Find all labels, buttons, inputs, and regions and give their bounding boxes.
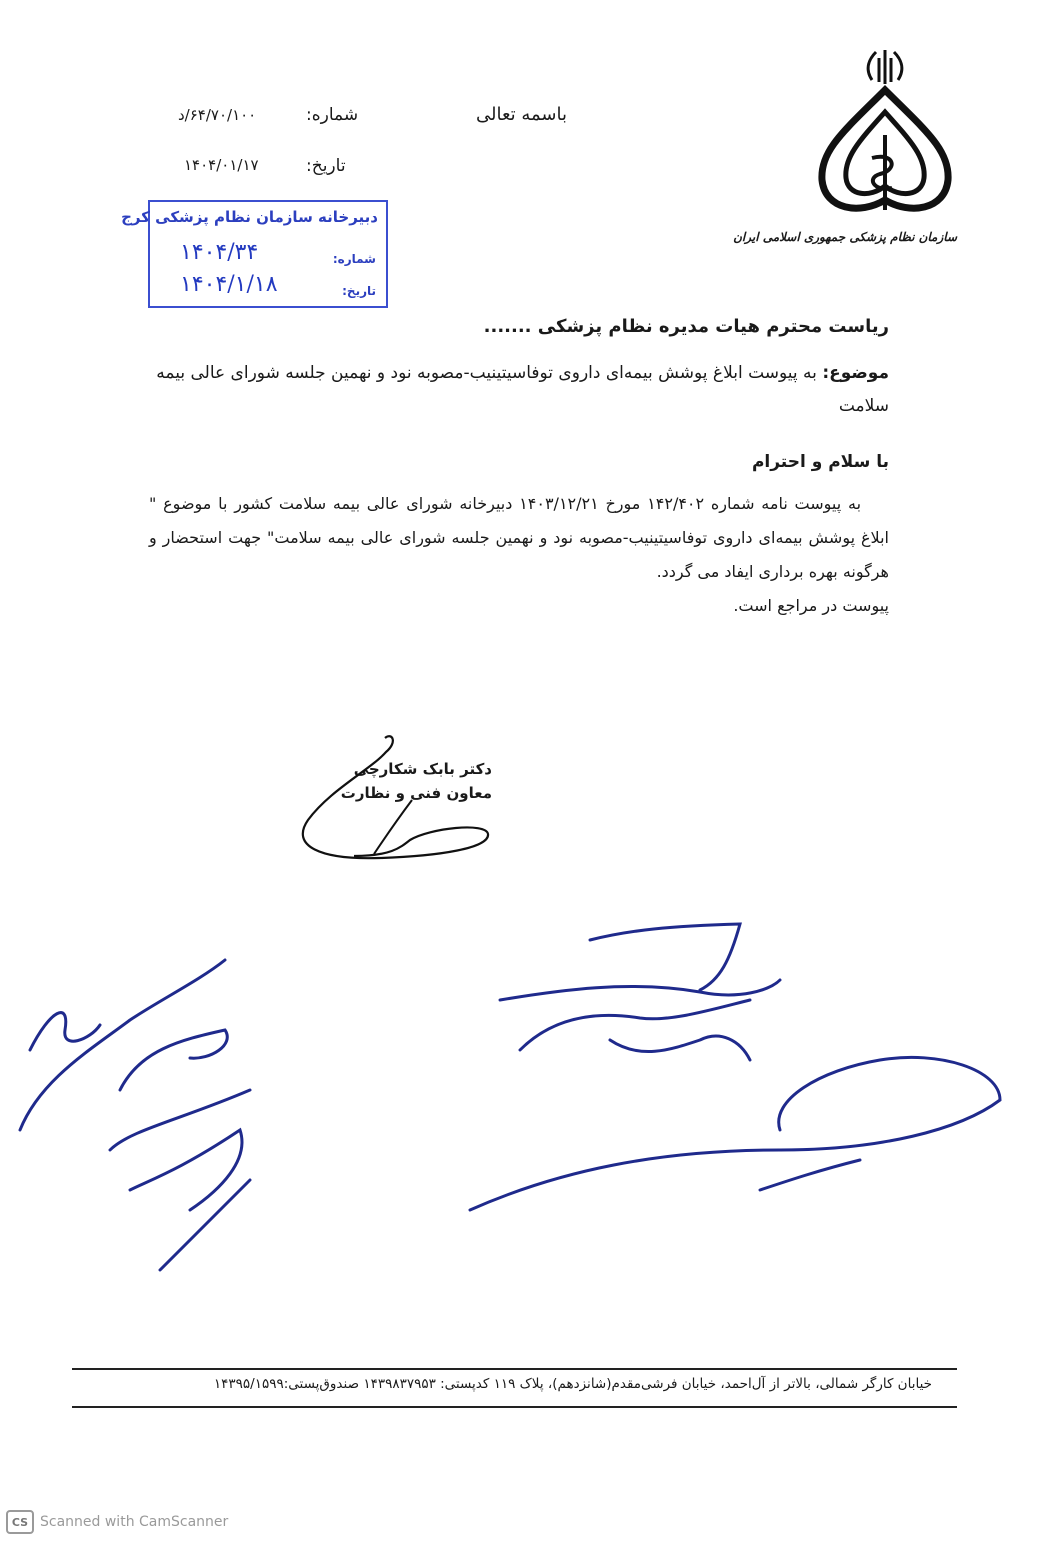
stamp-date-label: تاریخ: [342, 284, 376, 298]
letter-body [149, 487, 889, 623]
body-paragraph: به پیوست نامه شماره ۱۴۲/۴۰۲ مورخ ۱۴۰۳/۱۲/۲۱ دبیرخانه شورای عالی بیمه سلامت کشور با موضوع " ابلاغ پوشش بیمه‌ای داروی توفاسیتینیب-مصوبه نود و نهمین جلسه شورای عالی بیمه سلامت" جهت استحضار و هرگونه بهره برداری ایفاد می گردد. [149, 494, 889, 581]
signer-title: معاون فنی و نظارت [340, 784, 492, 802]
handwritten-note-right [440, 900, 1020, 1230]
letter-date-label: تاریخ: [306, 156, 346, 176]
stamp-title: دبیرخانه سازمان نظام پزشکی کرج [121, 208, 378, 226]
subject-text: به پیوست ابلاغ پوشش بیمه‌ای داروی توفاسیتینیب-مصوبه نود و نهمین جلسه شورای عالی بیمه سلامت [156, 363, 889, 416]
footer-top-rule [72, 1368, 957, 1370]
signature [290, 730, 510, 870]
handwritten-note-left [10, 930, 260, 1280]
letter-number-value: ۶۴/۷۰/۱۰۰/د [178, 106, 257, 124]
organization-logo [800, 40, 970, 255]
handwriting-scribble-icon [10, 930, 260, 1280]
stamp-number-value: ۱۴۰۴/۳۴ [180, 240, 259, 265]
footer-address: خیابان کارگر شمالی، بالاتر از آل‌احمد، خیابان فرشی‌مقدم(شانزدهم)، پلاک ۱۱۹ کدپستی: ۱۴۳۹۸۳۷۹۵۳ صندوق‌پستی:۱۴۳۹۵/۱۵۹۹ [213, 1376, 932, 1392]
camscanner-logo-icon: CS [6, 1510, 34, 1534]
logo-caption: سازمان نظام پزشکی جمهوری اسلامی ایران [733, 230, 957, 244]
stamp-number-label: شماره: [332, 252, 376, 266]
handwriting-scribble-icon [440, 900, 1020, 1230]
scanner-watermark [6, 1508, 228, 1536]
signature-scribble-icon [290, 730, 510, 870]
attachment-note: پیوست در مراجع است. [733, 596, 889, 615]
recipient-line: ریاست محترم هیات مدیره نظام پزشکی ....... [483, 316, 889, 337]
footer-bottom-rule [72, 1406, 957, 1408]
letter-date-value: ۱۴۰۴/۰۱/۱۷ [184, 156, 259, 174]
letter-number-label: شماره: [306, 105, 359, 125]
greeting: با سلام و احترام [751, 452, 889, 472]
stamp-date-value: ۱۴۰۴/۱/۱۸ [180, 272, 278, 297]
subject-label: موضوع: [822, 363, 889, 383]
invocation: باسمه تعالی [475, 104, 567, 125]
registry-stamp [121, 200, 388, 308]
subject-block [149, 357, 889, 423]
signer-name: دکتر بابک شکارچی [353, 760, 492, 778]
scanner-label: Scanned with CamScanner [40, 1514, 229, 1530]
medical-council-emblem-icon [800, 40, 970, 255]
